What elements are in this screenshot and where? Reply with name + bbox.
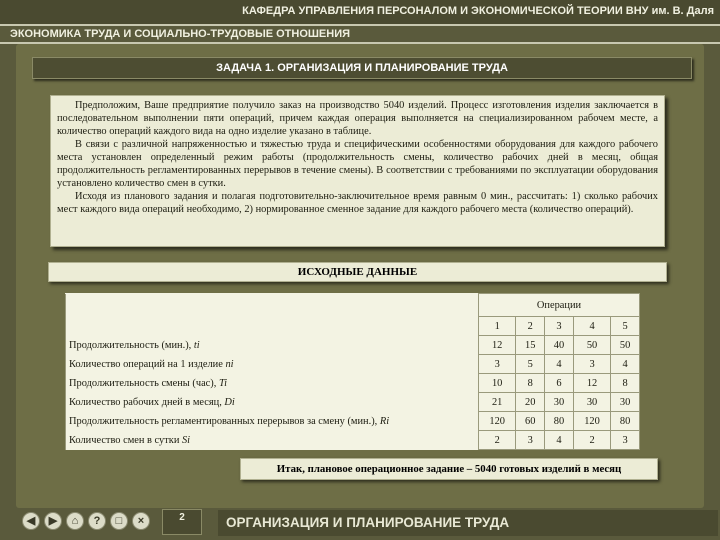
table-cell: 50 — [611, 336, 640, 355]
row-symbol: Ri — [379, 415, 390, 427]
data-heading: ИСХОДНЫЕ ДАННЫЕ — [48, 262, 667, 282]
course-title: ЭКОНОМИКА ТРУДА И СОЦИАЛЬНО-ТРУДОВЫЕ ОТНОШЕНИЯ — [10, 28, 351, 40]
table-cell: 15 — [516, 336, 545, 355]
table-row — [66, 336, 640, 355]
op-number: 4 — [573, 317, 610, 336]
table-cell: 2 — [479, 431, 516, 450]
table-row — [66, 355, 640, 374]
table-cell: 4 — [611, 355, 640, 374]
table-cell: 80 — [611, 412, 640, 431]
task-text — [50, 95, 665, 247]
divider — [0, 24, 720, 26]
row-symbol: ti — [193, 339, 200, 351]
exit-icon[interactable]: × — [132, 512, 150, 530]
task-title: ЗАДАЧА 1. ОРГАНИЗАЦИЯ И ПЛАНИРОВАНИЕ ТРУДА — [32, 57, 692, 79]
table-cell: 120 — [573, 412, 610, 431]
table-cell: 5 — [516, 355, 545, 374]
department-title: КАФЕДРА УПРАВЛЕНИЯ ПЕРСОНАЛОМ И ЭКОНОМИЧЕСКОЙ ТЕОРИИ ВНУ им. В. Даля — [242, 5, 714, 17]
row-symbol: ni — [225, 358, 234, 370]
table-cell: 3 — [479, 355, 516, 374]
home-icon[interactable]: ⌂ — [66, 512, 84, 530]
row-label: Количество смен в сутки Si — [66, 431, 479, 450]
table-cell: 3 — [611, 431, 640, 450]
row-symbol: Si — [181, 434, 191, 446]
table-row — [66, 412, 640, 431]
table-row — [66, 393, 640, 412]
op-number: 3 — [545, 317, 574, 336]
table-cell: 4 — [545, 431, 574, 450]
forward-icon[interactable]: ▶ — [44, 512, 62, 530]
summary-text: Итак, плановое операционное задание – 5040 готовых изделий в месяц — [240, 458, 658, 480]
row-label: Продолжительность регламентированных перерывов за смену (мин.), Ri — [66, 412, 479, 431]
op-number: 2 — [516, 317, 545, 336]
help-icon[interactable]: ? — [88, 512, 106, 530]
footer-title: ОРГАНИЗАЦИЯ И ПЛАНИРОВАНИЕ ТРУДА — [218, 510, 718, 536]
row-label: Количество операций на 1 изделие ni — [66, 355, 479, 374]
op-number: 1 — [479, 317, 516, 336]
table-cell: 30 — [611, 393, 640, 412]
table-cell: 60 — [516, 412, 545, 431]
table-cell: 80 — [545, 412, 574, 431]
table-cell: 30 — [545, 393, 574, 412]
source-data-table — [65, 293, 640, 450]
table-cell: 3 — [573, 355, 610, 374]
table-row — [66, 431, 640, 450]
table-cell: 40 — [545, 336, 574, 355]
table-cell: 10 — [479, 374, 516, 393]
table-cell: 12 — [479, 336, 516, 355]
row-label: Продолжительность (мин.), ti — [66, 336, 479, 355]
row-label: Количество рабочих дней в месяц, Di — [66, 393, 479, 412]
table-cell: 8 — [611, 374, 640, 393]
table-cell: 12 — [573, 374, 610, 393]
row-symbol: Di — [224, 396, 235, 408]
table-cell: 6 — [545, 374, 574, 393]
table-cell: 2 — [573, 431, 610, 450]
task-paragraph: В связи с различной напряженностью и тяжестью труда и специфическими особенностями оборудования для каждого рабочего места установлен определенный режим работы (продолжительность смены, количество рабочих дней в месяц, общая продолжительность регламентированных перерывов в течение смены). В соответствии с требованиями по эксплуатации оборудования установлено количество смен в сутки. — [57, 139, 658, 189]
table-cell: 120 — [479, 412, 516, 431]
table-cell: 3 — [516, 431, 545, 450]
table-row — [66, 374, 640, 393]
task-paragraph: Исходя из планового задания и полагая подготовительно-заключительное время равным 0 мин., рассчитать: 1) сколько рабочих мест каждого вида операций необходимо, 2) нормированное сменное задание для каждого рабочего места (количество операций). — [57, 191, 658, 215]
row-label: Продолжительность смены (час), Ti — [66, 374, 479, 393]
back-icon[interactable]: ◀ — [22, 512, 40, 530]
table-cell: 20 — [516, 393, 545, 412]
table-cell: 8 — [516, 374, 545, 393]
table-cell: 4 — [545, 355, 574, 374]
table-cell: 30 — [573, 393, 610, 412]
table-cell: 50 — [573, 336, 610, 355]
table-corner — [66, 294, 479, 317]
table-cell: 21 — [479, 393, 516, 412]
contents-icon[interactable]: □ — [110, 512, 128, 530]
row-symbol: Ti — [218, 377, 228, 389]
task-paragraph: Предположим, Ваше предприятие получило заказ на производство 5040 изделий. Процесс изготовления изделия заключается в последовательном выполнении пяти операций, причем каждая операция выполняется на специализированном рабочем месте, а количество операций каждого вида на одно изделие указано в таблице. — [57, 100, 658, 137]
op-number-row — [66, 317, 640, 336]
table-header-row — [66, 294, 640, 317]
operations-header: Операции — [479, 294, 640, 317]
op-number: 5 — [611, 317, 640, 336]
page-number: 2 — [162, 509, 202, 535]
top-header-bar — [0, 0, 720, 24]
